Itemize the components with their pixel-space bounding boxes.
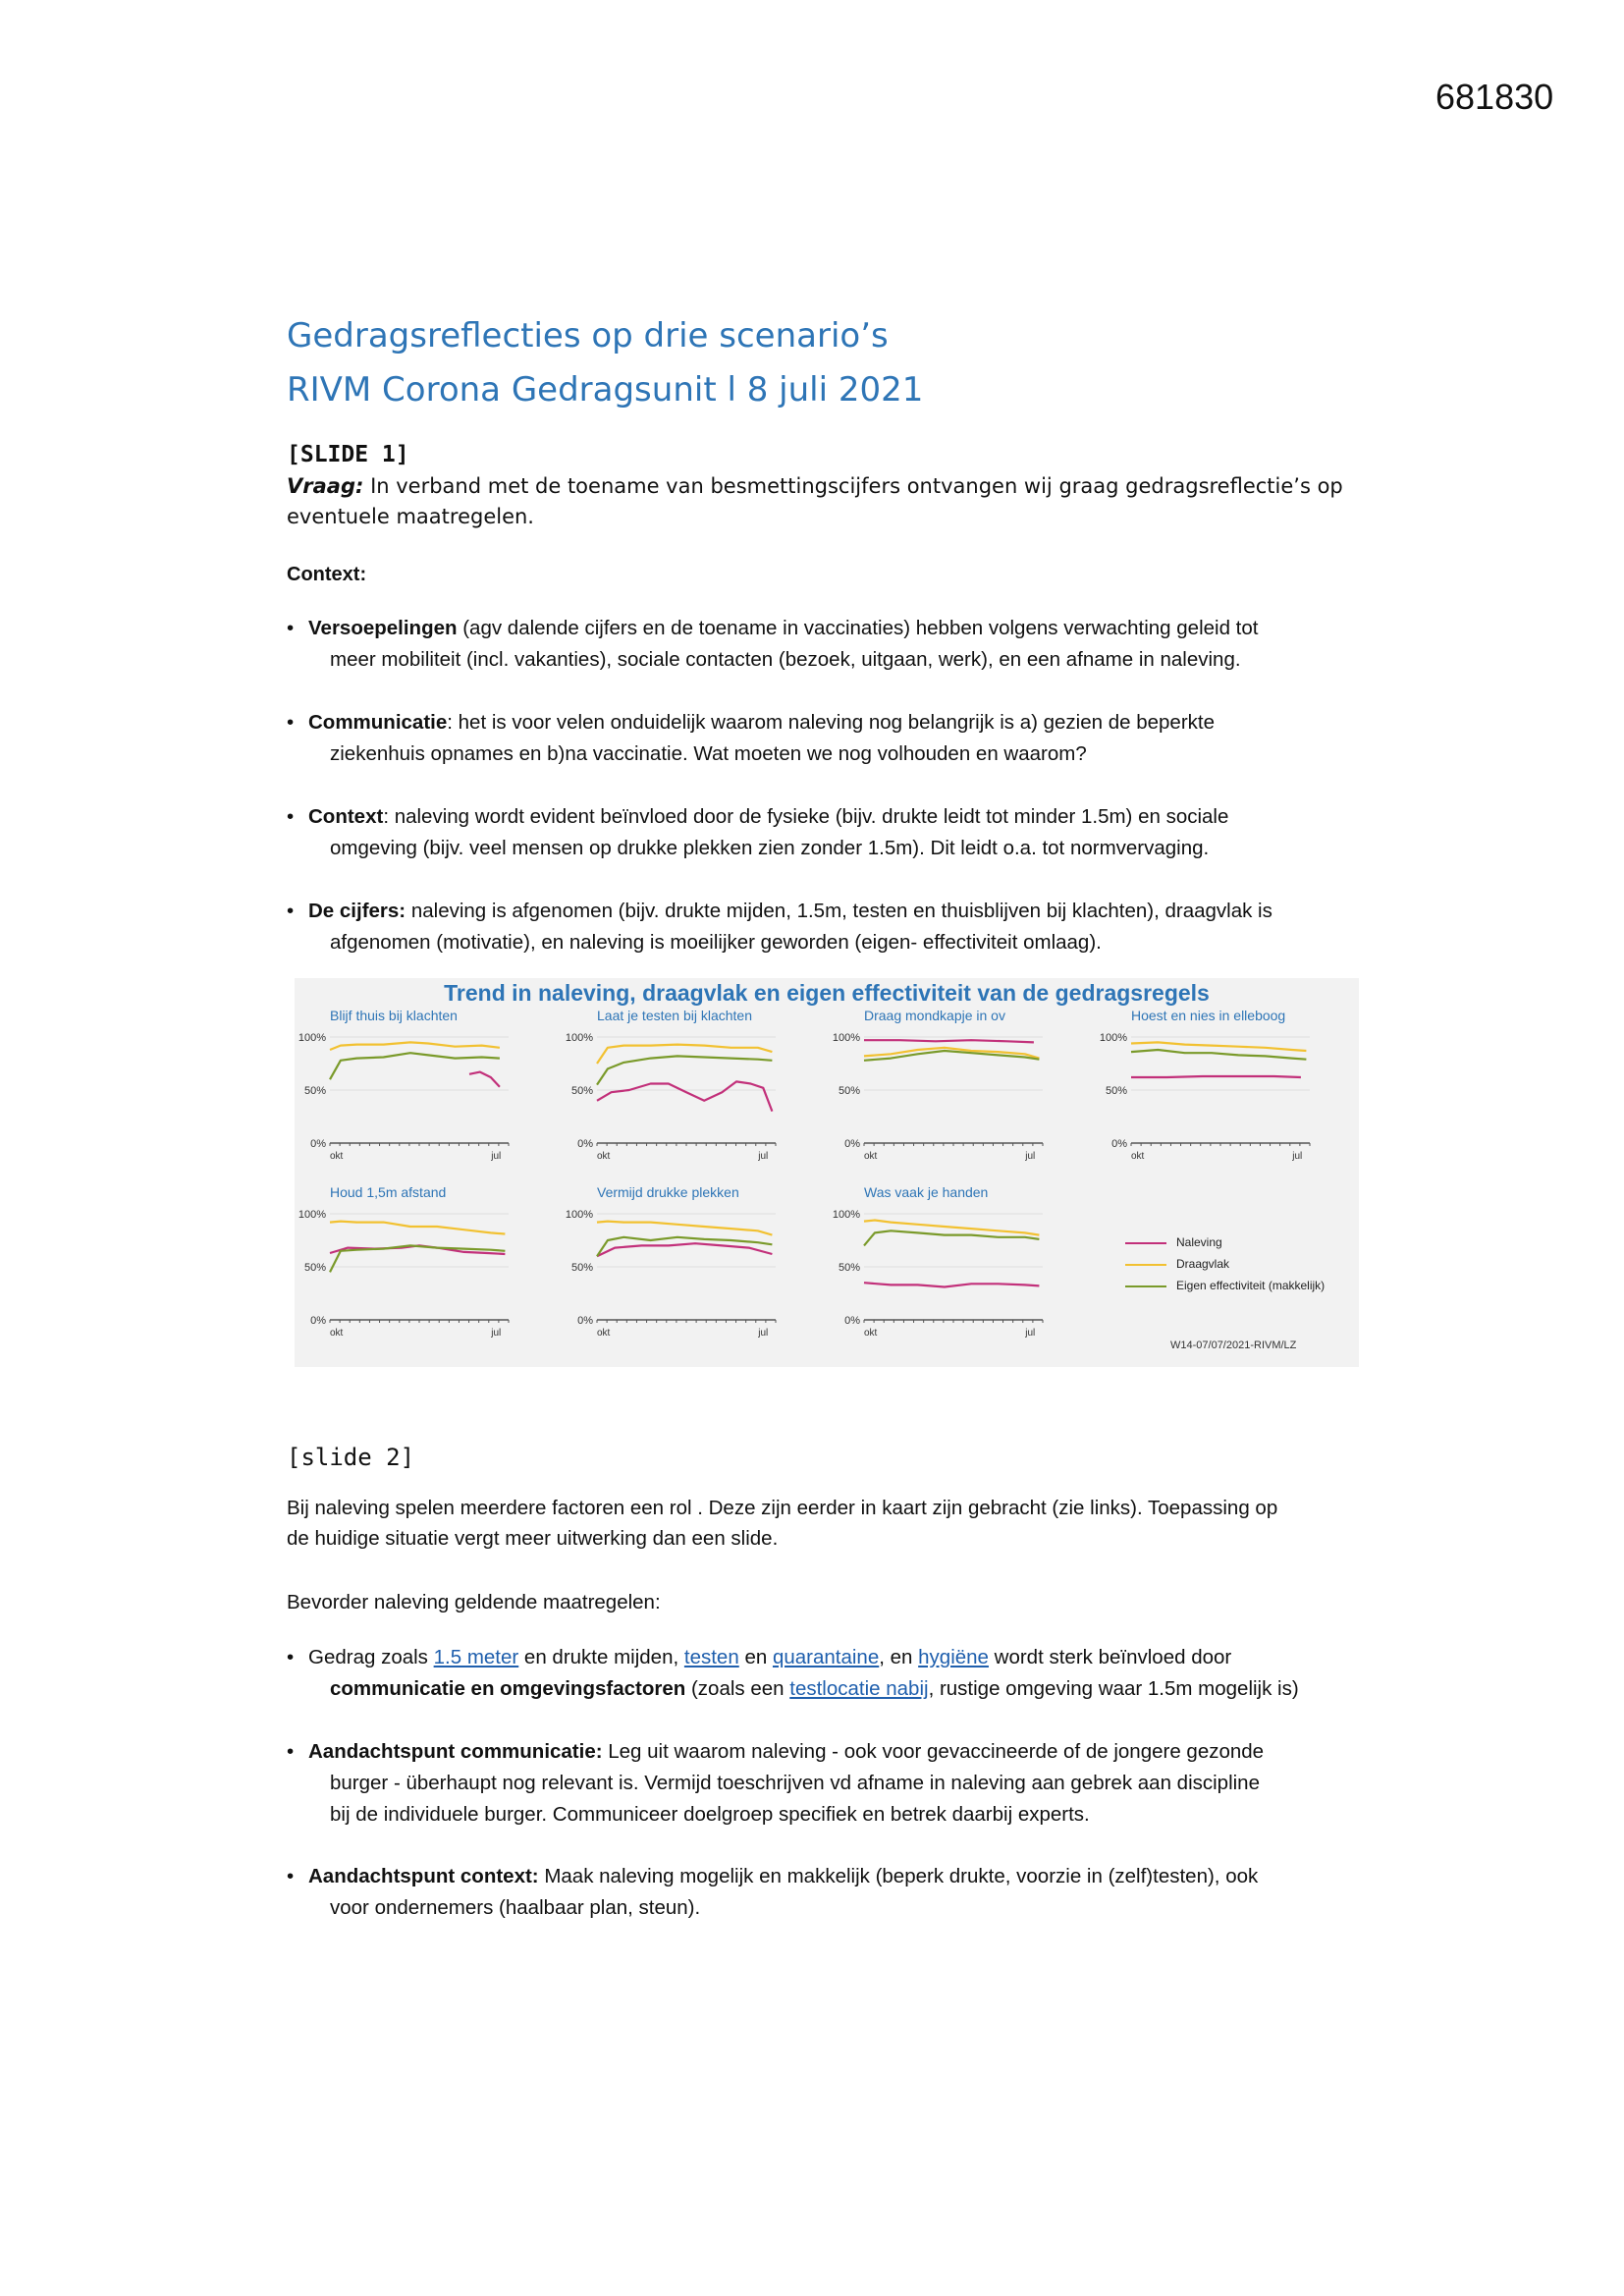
bullet-text: : naleving wordt evident beïnvloed door de fysieke (bijv. drukte leidt tot minder 1.5m) en sociale	[383, 805, 1229, 828]
bullet-text: ziekenhuis opnames en b)na vaccinatie. Wat moeten we nog volhouden en waarom?	[330, 742, 1087, 765]
series-line-draagvlak	[330, 1222, 505, 1234]
panel-plot	[295, 1025, 515, 1180]
intro-line: Bij naleving spelen meerdere factoren een rol . Deze zijn eerder in kaart zijn gebracht (zie links). Toepassing op	[287, 1497, 1278, 1519]
advice-bullet: • Aandachtspunt communicatie: Leg uit waarom naleving - ook voor gevaccineerde of de jongere gezonde burger - überhaupt nog relevant is. Vermijd toeschrijven vd afname in naleving aan gebrek aan discipline bij de individuele burger. Communiceer doelgroep specifiek en betrek daarbij experts.	[287, 1736, 1357, 1831]
y-tick-label: 100%	[298, 1032, 326, 1044]
y-tick-label: 0%	[844, 1138, 860, 1150]
slide2-lead: Bevorder naleving geldende maatregelen:	[287, 1591, 661, 1613]
bullet-text: , en	[879, 1646, 919, 1668]
legend-label: Draagvlak	[1176, 1257, 1230, 1271]
series-line-naleving	[597, 1081, 772, 1111]
bullet-text: : het is voor velen onduidelijk waarom naleving nog belangrijk is a) gezien de beperkte	[447, 711, 1215, 734]
series-line-draagvlak	[597, 1222, 772, 1235]
y-tick-label: 100%	[832, 1209, 860, 1221]
link-hygiene[interactable]: hygiëne	[918, 1646, 989, 1668]
x-tick-label: jul	[491, 1328, 502, 1339]
bullet-text: wordt sterk beïnvloed door	[988, 1646, 1232, 1668]
x-tick-label: jul	[1025, 1328, 1036, 1339]
advice-bullet: • Aandachtspunt context: Maak naleving mogelijk en makkelijk (beperk drukte, voorzie in (zelf)testen), ook voor ondernemers (haalbaar plan, steun).	[287, 1861, 1357, 1924]
series-line-naleving	[1131, 1076, 1301, 1077]
bullet-text: (agv dalende cijfers en de toename in vaccinaties) hebben volgens verwachting geleid tot	[457, 617, 1259, 639]
bullet-bold: Versoepelingen	[308, 617, 458, 639]
y-tick-label: 100%	[1099, 1032, 1127, 1044]
y-tick-label: 0%	[310, 1315, 326, 1327]
panel-plot	[295, 1202, 515, 1357]
panel-plot	[562, 1202, 783, 1357]
x-tick-label: jul	[758, 1328, 769, 1339]
intro-line: de huidige situatie vergt meer uitwerking dan een slide.	[287, 1527, 779, 1550]
question-label: Vraag:	[287, 474, 364, 498]
trend-chart	[295, 978, 1359, 1367]
y-tick-label: 0%	[577, 1315, 593, 1327]
panel-plot	[562, 1025, 783, 1180]
panel-plot	[829, 1202, 1050, 1357]
bullet-text: en drukte mijden,	[518, 1646, 684, 1668]
link-testen[interactable]: testen	[683, 1646, 739, 1668]
bullet-text: bij de individuele burger. Communiceer doelgroep specifiek en betrek daarbij experts.	[330, 1803, 1090, 1826]
bullet-text: (zoals een	[685, 1677, 790, 1700]
y-tick-label: 100%	[298, 1209, 326, 1221]
legend-label: Eigen effectiviteit (makkelijk)	[1176, 1279, 1326, 1292]
bullet-text: voor ondernemers (haalbaar plan, steun).	[330, 1896, 701, 1919]
series-line-naleving	[469, 1072, 500, 1087]
x-tick-label: jul	[758, 1151, 769, 1162]
link-testlocatie[interactable]: testlocatie nabij	[789, 1677, 929, 1700]
x-tick-label: okt	[864, 1151, 878, 1162]
series-line-eigen	[1131, 1050, 1306, 1060]
panel-title: Laat je testen bij klachten	[597, 1008, 752, 1023]
bullet-text: Leg uit waarom naleving - ook voor gevaccineerde of de jongere gezonde	[602, 1740, 1265, 1763]
chart-panel	[1096, 1008, 1317, 1179]
chart-panel	[562, 1184, 783, 1356]
x-tick-label: jul	[1025, 1151, 1036, 1162]
bullet-text: Maak naleving mogelijk en makkelijk (beperk drukte, voorzie in (zelf)testen), ook	[538, 1865, 1259, 1887]
context-bullet: • Communicatie: het is voor velen onduidelijk waarom naleving nog belangrijk is a) gezien de beperkte ziekenhuis opnames en b)na vaccinatie. Wat moeten we nog volhouden en waarom?	[287, 707, 1357, 770]
series-line-draagvlak	[330, 1042, 500, 1050]
y-tick-label: 50%	[570, 1085, 593, 1097]
series-line-naleving	[864, 1040, 1034, 1042]
series-line-naleving	[864, 1283, 1039, 1286]
bullet-text: Gedrag zoals	[308, 1646, 434, 1668]
chart-panel	[295, 1184, 515, 1356]
x-tick-label: jul	[491, 1151, 502, 1162]
series-line-draagvlak	[597, 1045, 772, 1064]
x-tick-label: okt	[1131, 1151, 1145, 1162]
series-line-eigen	[330, 1053, 500, 1079]
bullet-text: afgenomen (motivatie), en naleving is moeilijker geworden (eigen- effectiviteit omlaag).	[330, 931, 1102, 954]
panel-plot	[1096, 1025, 1317, 1180]
bullet-text: , rustige omgeving waar 1.5m mogelijk is)	[928, 1677, 1299, 1700]
y-tick-label: 50%	[838, 1262, 860, 1274]
panel-title: Vermijd drukke plekken	[597, 1184, 739, 1200]
y-tick-label: 50%	[838, 1085, 860, 1097]
panel-title: Houd 1,5m afstand	[330, 1184, 447, 1200]
advice-bullet: • Gedrag zoals 1.5 meter en drukte mijden, testen en quarantaine, en hygiëne wordt sterk beïnvloed door communicatie en omgevingsfactoren (zoals een testlocatie nabij, rustige omgeving waar 1.5m mogelijk is)	[287, 1646, 1299, 1700]
y-tick-label: 0%	[844, 1315, 860, 1327]
series-line-draagvlak	[864, 1221, 1039, 1235]
series-line-naleving	[597, 1243, 772, 1256]
bullet-bold: Aandachtspunt context:	[308, 1865, 539, 1887]
panel-title: Hoest en nies in elleboog	[1131, 1008, 1286, 1023]
series-line-eigen	[597, 1056, 772, 1084]
y-tick-label: 50%	[1105, 1085, 1127, 1097]
chart-panel	[562, 1008, 783, 1179]
x-tick-label: okt	[597, 1328, 611, 1339]
x-tick-label: okt	[597, 1151, 611, 1162]
bullet-text: burger - überhaupt nog relevant is. Vermijd toeschrijven vd afname in naleving aan gebrek aan discipline	[330, 1772, 1260, 1794]
context-heading: Context:	[287, 564, 367, 585]
chart-title: Trend in naleving, draagvlak en eigen effectiviteit van de gedragsregels	[444, 980, 1210, 1006]
panel-plot	[829, 1025, 1050, 1180]
y-tick-label: 100%	[565, 1032, 593, 1044]
slide2-label: [slide 2]	[287, 1444, 415, 1471]
link-1-5-meter[interactable]: 1.5 meter	[433, 1646, 519, 1668]
context-bullet: • Context: naleving wordt evident beïnvloed door de fysieke (bijv. drukte leidt tot minder 1.5m) en sociale omgeving (bijv. veel mensen op drukke plekken zien zonder 1.5m). Dit leidt o.a. tot normvervaging.	[287, 801, 1357, 864]
document-subtitle: RIVM Corona Gedragsunit l 8 juli 2021	[287, 370, 924, 410]
x-tick-label: jul	[1292, 1151, 1303, 1162]
chart-source: W14-07/07/2021-RIVM/LZ	[1170, 1339, 1297, 1351]
series-line-eigen	[330, 1245, 505, 1272]
slide1-label: [SLIDE 1]	[287, 442, 409, 467]
y-tick-label: 0%	[1111, 1138, 1127, 1150]
bullet-bold: communicatie en omgevingsfactoren	[330, 1677, 686, 1700]
document-title: Gedragsreflecties op drie scenario’s	[287, 316, 889, 355]
context-bullet: • Versoepelingen (agv dalende cijfers en de toename in vaccinaties) hebben volgens verwachting geleid tot meer mobiliteit (incl. vakanties), sociale contacten (bezoek, uitgaan, werk), en een afname in naleving.	[287, 613, 1357, 676]
y-tick-label: 0%	[310, 1138, 326, 1150]
bullet-bold: Context	[308, 805, 384, 828]
bullet-text: meer mobiliteit (incl. vakanties), sociale contacten (bezoek, uitgaan, werk), en een afname in naleving.	[330, 648, 1241, 671]
bullet-bold: De cijfers:	[308, 900, 406, 922]
bullet-bold: Aandachtspunt communicatie:	[308, 1740, 603, 1763]
x-tick-label: okt	[330, 1328, 344, 1339]
chart-panel	[829, 1008, 1050, 1179]
y-tick-label: 0%	[577, 1138, 593, 1150]
panel-title: Draag mondkapje in ov	[864, 1008, 1005, 1023]
chart-panel	[295, 1008, 515, 1179]
bullet-text: naleving is afgenomen (bijv. drukte mijden, 1.5m, testen en thuisblijven bij klachten), draagvlak is	[406, 900, 1272, 922]
panel-title: Was vaak je handen	[864, 1184, 989, 1200]
question-text: In verband met de toename van besmettingscijfers ontvangen wij graag gedragsreflectie’s op eventuele maatregelen.	[287, 474, 1343, 528]
x-tick-label: okt	[864, 1328, 878, 1339]
link-quarantaine[interactable]: quarantaine	[772, 1646, 880, 1668]
y-tick-label: 50%	[303, 1085, 326, 1097]
question-paragraph	[287, 471, 1347, 532]
y-tick-label: 100%	[565, 1209, 593, 1221]
x-tick-label: okt	[330, 1151, 344, 1162]
bullet-bold: Communicatie	[308, 711, 448, 734]
y-tick-label: 50%	[303, 1262, 326, 1274]
y-tick-label: 100%	[832, 1032, 860, 1044]
document-id: 681830	[1435, 77, 1554, 117]
bullet-text: en	[738, 1646, 773, 1668]
slide2-intro	[287, 1493, 1357, 1554]
panel-title: Blijf thuis bij klachten	[330, 1008, 458, 1023]
legend-label: Naleving	[1176, 1235, 1222, 1249]
chart-panel	[829, 1184, 1050, 1356]
bullet-text: omgeving (bijv. veel mensen op drukke plekken zien zonder 1.5m). Dit leidt o.a. tot normvervaging.	[330, 837, 1210, 859]
y-tick-label: 50%	[570, 1262, 593, 1274]
context-bullet: • De cijfers: naleving is afgenomen (bijv. drukte mijden, 1.5m, testen en thuisblijven bij klachten), draagvlak is afgenomen (motivatie), en naleving is moeilijker geworden (eigen- effectiviteit omlaag).	[287, 896, 1357, 958]
